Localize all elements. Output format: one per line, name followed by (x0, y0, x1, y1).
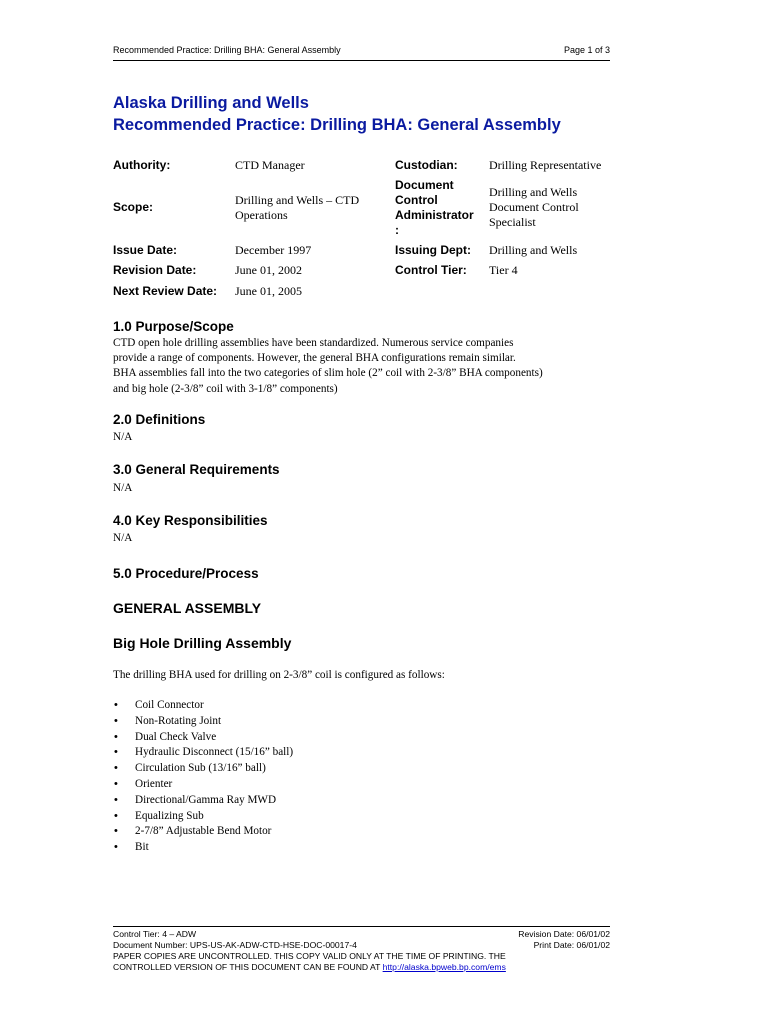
header-doc-title: Recommended Practice: Drilling BHA: General Assembly (113, 45, 341, 55)
assembly-component-list (113, 698, 293, 856)
ems-link[interactable]: http://alaska.bpweb.bp.com/ems (382, 962, 506, 972)
footer-revision-date: Revision Date: 06/01/02 (518, 929, 610, 939)
issue-date-label: Issue Date: (113, 243, 178, 257)
list-item: • Hydraulic Disconnect (15/16” ball) (113, 745, 293, 761)
control-tier-value: Tier 4 (489, 263, 518, 277)
footer-notice-line1: PAPER COPIES ARE UNCONTROLLED. THIS COPY VALID ONLY AT THE TIME OF PRINTING. THE (113, 951, 506, 961)
purpose-line: and big hole (2-3/8” coil with 3-1/8” components) (113, 382, 338, 395)
purpose-line: CTD open hole drilling assemblies have been standardized. Numerous service companies (113, 337, 514, 349)
header-divider (113, 60, 610, 61)
header-page-number: Page 1 of 3 (563, 45, 610, 55)
custodian-label: Custodian: (395, 158, 458, 172)
list-item: • Circulation Sub (13/16” ball) (113, 761, 293, 777)
general-assembly-heading: GENERAL ASSEMBLY (113, 600, 262, 616)
list-item: • Directional/Gamma Ray MWD (113, 793, 293, 809)
footer-print-date: Print Date: 06/01/02 (533, 940, 610, 950)
section-definitions-heading: 2.0 Definitions (113, 412, 206, 427)
doc-admin-value-line3: Specialist (489, 215, 536, 229)
footer-divider (113, 926, 610, 927)
list-item: • Coil Connector (113, 698, 293, 714)
doc-admin-label-line1: Document (395, 178, 454, 192)
title-practice: Recommended Practice: Drilling BHA: General Assembly (113, 116, 561, 134)
revision-date-value: June 01, 2002 (235, 263, 302, 277)
custodian-value: Drilling Representative (489, 158, 602, 172)
assembly-intro: The drilling BHA used for drilling on 2-3/8” coil is configured as follows: (113, 669, 445, 681)
issue-date-value: December 1997 (235, 243, 312, 257)
big-hole-assembly-heading: Big Hole Drilling Assembly (113, 635, 292, 651)
page-header (113, 45, 610, 55)
title-organization: Alaska Drilling and Wells (113, 94, 309, 112)
list-item: • Non-Rotating Joint (113, 714, 293, 730)
section-responsibilities-heading: 4.0 Key Responsibilities (113, 513, 268, 528)
authority-label: Authority: (113, 158, 171, 172)
footer-control-tier: Control Tier: 4 – ADW (113, 929, 197, 939)
list-item: • 2-7/8” Adjustable Bend Motor (113, 824, 293, 840)
issuing-dept-value: Drilling and Wells (489, 243, 578, 257)
next-review-value: June 01, 2005 (235, 284, 302, 298)
list-item: • Equalizing Sub (113, 809, 293, 825)
scope-value-line2: Operations (235, 208, 288, 222)
footer-document-number: Document Number: UPS-US-AK-ADW-CTD-HSE-DOC-00017-4 (113, 940, 357, 950)
doc-admin-label-line2: Control (395, 193, 438, 207)
section-responsibilities-body: N/A (113, 532, 133, 544)
doc-admin-label-line3: Administrator (395, 208, 474, 222)
footer-notice-line2 (113, 962, 610, 973)
page-footer (113, 929, 610, 973)
list-item: • Dual Check Valve (113, 730, 293, 746)
list-item: • Orienter (113, 777, 293, 793)
revision-date-label: Revision Date: (113, 263, 197, 277)
section-procedure-heading: 5.0 Procedure/Process (113, 566, 259, 581)
list-item: • Bit (113, 840, 293, 856)
section-purpose-heading: 1.0 Purpose/Scope (113, 319, 234, 334)
document-title (113, 92, 561, 136)
footer-notice-text: CONTROLLED VERSION OF THIS DOCUMENT CAN BE FOUND AT (113, 962, 383, 972)
section-requirements-body: N/A (113, 482, 133, 494)
purpose-line: BHA assemblies fall into the two categories of slim hole (2” coil with 2-3/8” BHA components) (113, 367, 543, 380)
section-requirements-heading: 3.0 General Requirements (113, 462, 280, 477)
section-definitions-body: N/A (113, 431, 133, 443)
doc-admin-value-line2: Document Control (489, 200, 579, 214)
issuing-dept-label: Issuing Dept: (395, 243, 472, 257)
control-tier-label: Control Tier: (395, 263, 467, 277)
scope-label: Scope: (113, 200, 154, 214)
doc-admin-label-line4: : (395, 223, 399, 237)
doc-admin-value-line1: Drilling and Wells (489, 185, 578, 199)
section-purpose-body (113, 336, 593, 397)
authority-value: CTD Manager (235, 158, 305, 172)
purpose-line: provide a range of components. However, the general BHA configurations remain similar. (113, 352, 516, 365)
scope-value-line1: Drilling and Wells – CTD (235, 193, 360, 207)
next-review-label: Next Review Date: (113, 284, 218, 298)
